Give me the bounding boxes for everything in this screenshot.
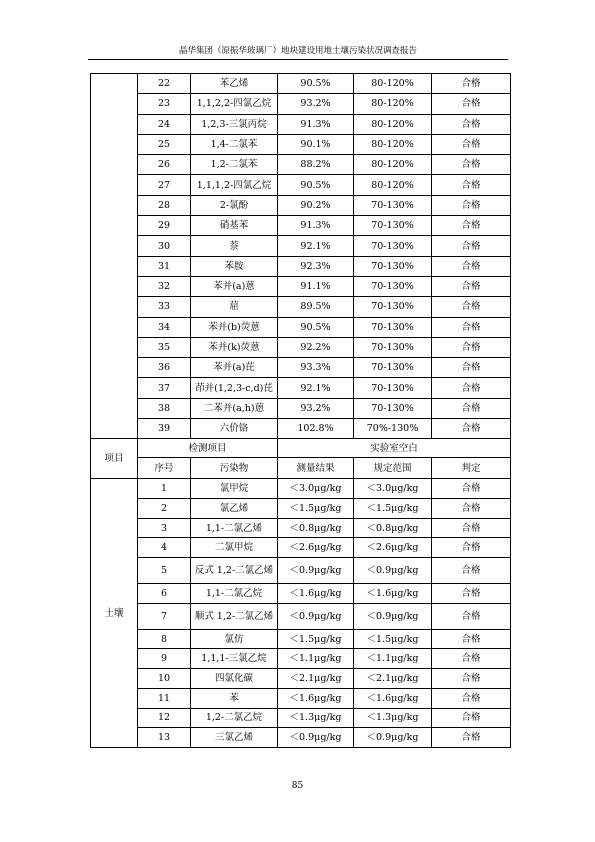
seq-cell: 12 [138, 708, 191, 728]
seq-cell: 39 [138, 419, 191, 439]
range-cell: 70-130% [354, 398, 432, 418]
range-cell: 70-130% [354, 317, 432, 337]
seq-cell: 6 [138, 584, 191, 604]
table-row [91, 134, 511, 154]
pollutant-cell: 三氯乙烯 [191, 728, 278, 748]
table-row [91, 216, 511, 236]
seq-cell: 9 [138, 649, 191, 669]
page-number: 85 [291, 781, 304, 791]
verdict-cell: 合格 [432, 155, 511, 175]
table-row [91, 479, 511, 499]
table-row [91, 708, 511, 728]
pollutant-cell: 苯并(a)芘 [191, 358, 278, 378]
project-cell-empty [91, 74, 138, 439]
pollutant-cell: 苯乙烯 [191, 74, 278, 94]
table-header-row [91, 439, 511, 458]
pollutant-cell: 苯 [191, 688, 278, 708]
pollutant-cell: 1,1-二氯乙烷 [191, 584, 278, 604]
result-cell: 90.2% [278, 195, 354, 215]
result-cell: ＜2.6μg/kg [278, 538, 354, 558]
range-cell: 80-120% [354, 94, 432, 114]
seq-cell: 28 [138, 195, 191, 215]
result-cell: 93.2% [278, 94, 354, 114]
result-cell: ＜2.1μg/kg [278, 669, 354, 689]
result-cell: 92.3% [278, 256, 354, 276]
pollutant-cell: 茚并(1,2,3-c,d)芘 [191, 378, 278, 398]
page-header-title: 晶华集团（原振华玻璃厂）地块建设用地土壤污染状况调查报告 [178, 46, 417, 56]
range-cell: ＜1.6μg/kg [354, 584, 432, 604]
seq-cell: 3 [138, 518, 191, 538]
range-cell: ＜2.6μg/kg [354, 538, 432, 558]
range-cell: ＜0.9μg/kg [354, 558, 432, 584]
range-cell: 80-120% [354, 74, 432, 94]
verdict-cell: 合格 [432, 558, 511, 584]
seq-cell: 5 [138, 558, 191, 584]
result-cell: 92.2% [278, 337, 354, 357]
verdict-cell: 合格 [432, 728, 511, 748]
result-cell: 89.5% [278, 297, 354, 317]
table-row [91, 236, 511, 256]
pollutant-cell: 1,1-二氯乙烯 [191, 518, 278, 538]
table-row [91, 195, 511, 215]
verdict-cell: 合格 [432, 114, 511, 134]
result-cell: ＜0.9μg/kg [278, 603, 354, 629]
table-row [91, 518, 511, 538]
seq-cell: 25 [138, 134, 191, 154]
result-cell: ＜1.6μg/kg [278, 584, 354, 604]
seq-cell: 7 [138, 603, 191, 629]
pollutant-cell: 氯乙烯 [191, 499, 278, 519]
seq-cell: 27 [138, 175, 191, 195]
table-row [91, 499, 511, 519]
table-row [91, 558, 511, 584]
table-row [91, 256, 511, 276]
verdict-cell: 合格 [432, 337, 511, 357]
range-cell: ＜3.0μg/kg [354, 479, 432, 499]
verdict-cell: 合格 [432, 584, 511, 604]
table-row [91, 728, 511, 748]
range-cell: ＜0.9μg/kg [354, 728, 432, 748]
range-cell: 70%-130% [354, 419, 432, 439]
table-row [91, 669, 511, 689]
table-row [91, 649, 511, 669]
result-cell: ＜1.5μg/kg [278, 499, 354, 519]
range-cell: ＜2.1μg/kg [354, 669, 432, 689]
range-cell: 70-130% [354, 358, 432, 378]
range-cell: 70-130% [354, 195, 432, 215]
result-cell: 90.5% [278, 317, 354, 337]
detection-items-header: 检测项目 [138, 439, 278, 458]
table-row [91, 155, 511, 175]
table-row [91, 94, 511, 114]
table-row [91, 378, 511, 398]
table-row [91, 74, 511, 94]
verdict-cell: 合格 [432, 499, 511, 519]
seq-cell: 2 [138, 499, 191, 519]
result-cell: 93.3% [278, 358, 354, 378]
range-cell: ＜1.6μg/kg [354, 688, 432, 708]
pollutant-cell: 苯胺 [191, 256, 278, 276]
table-row [91, 629, 511, 649]
range-cell: ＜1.5μg/kg [354, 629, 432, 649]
verdict-cell: 合格 [432, 358, 511, 378]
seq-cell: 23 [138, 94, 191, 114]
seq-cell: 32 [138, 276, 191, 296]
result-cell: 92.1% [278, 236, 354, 256]
pollutant-header: 污染物 [191, 458, 278, 479]
verdict-cell: 合格 [432, 649, 511, 669]
range-cell: ＜0.9μg/kg [354, 603, 432, 629]
pollutant-cell: 六价铬 [191, 419, 278, 439]
result-header: 测量结果 [278, 458, 354, 479]
pollutant-cell: 二苯并(a,h)蒽 [191, 398, 278, 418]
table-row [91, 114, 511, 134]
pollutant-cell: 苯并(b)荧蒽 [191, 317, 278, 337]
pollutant-cell: 1,2-二氯苯 [191, 155, 278, 175]
pollutant-cell: 苯并(k)荧蒽 [191, 337, 278, 357]
verdict-cell: 合格 [432, 94, 511, 114]
seq-cell: 37 [138, 378, 191, 398]
seq-cell: 35 [138, 337, 191, 357]
range-cell: 70-130% [354, 236, 432, 256]
range-cell: ＜1.3μg/kg [354, 708, 432, 728]
range-header: 规定范围 [354, 458, 432, 479]
qc-results-table [90, 73, 511, 748]
range-cell: ＜0.8μg/kg [354, 518, 432, 538]
header-rule [88, 59, 508, 60]
table-row [91, 175, 511, 195]
result-cell: 92.1% [278, 378, 354, 398]
verdict-cell: 合格 [432, 669, 511, 689]
seq-cell: 1 [138, 479, 191, 499]
result-cell: 91.1% [278, 276, 354, 296]
seq-cell: 36 [138, 358, 191, 378]
result-cell: ＜1.6μg/kg [278, 688, 354, 708]
project-header: 项目 [91, 439, 138, 479]
range-cell: 80-120% [354, 175, 432, 195]
verdict-cell: 合格 [432, 216, 511, 236]
seq-cell: 11 [138, 688, 191, 708]
result-cell: 93.2% [278, 398, 354, 418]
pollutant-cell: 䓛 [191, 297, 278, 317]
seq-cell: 10 [138, 669, 191, 689]
pollutant-cell: 硝基苯 [191, 216, 278, 236]
range-cell: 70-130% [354, 297, 432, 317]
verdict-cell: 合格 [432, 256, 511, 276]
seq-cell: 24 [138, 114, 191, 134]
pollutant-cell: 氯甲烷 [191, 479, 278, 499]
verdict-cell: 合格 [432, 479, 511, 499]
range-cell: ＜1.5μg/kg [354, 499, 432, 519]
pollutant-cell: 二氯甲烷 [191, 538, 278, 558]
verdict-cell: 合格 [432, 538, 511, 558]
seq-cell: 4 [138, 538, 191, 558]
pollutant-cell: 1,2,3-三氯丙烷 [191, 114, 278, 134]
seq-cell: 29 [138, 216, 191, 236]
verdict-cell: 合格 [432, 688, 511, 708]
seq-cell: 33 [138, 297, 191, 317]
pollutant-cell: 反式 1,2-二氯乙烯 [191, 558, 278, 584]
seq-cell: 22 [138, 74, 191, 94]
table-row [91, 297, 511, 317]
table-row [91, 276, 511, 296]
result-cell: 90.5% [278, 175, 354, 195]
result-cell: ＜0.8μg/kg [278, 518, 354, 538]
pollutant-cell: 1,1,1-三氯乙烷 [191, 649, 278, 669]
table-row [91, 584, 511, 604]
seq-cell: 34 [138, 317, 191, 337]
result-cell: 102.8% [278, 419, 354, 439]
range-cell: 70-130% [354, 337, 432, 357]
range-cell: 80-120% [354, 134, 432, 154]
result-cell: 91.3% [278, 114, 354, 134]
result-cell: 91.3% [278, 216, 354, 236]
table-header-row [91, 458, 511, 479]
range-cell: ＜1.1μg/kg [354, 649, 432, 669]
verdict-cell: 合格 [432, 708, 511, 728]
result-cell: ＜0.9μg/kg [278, 558, 354, 584]
table-row [91, 603, 511, 629]
table-row [91, 398, 511, 418]
table-row [91, 358, 511, 378]
seq-cell: 8 [138, 629, 191, 649]
pollutant-cell: 1,4-二氯苯 [191, 134, 278, 154]
range-cell: 80-120% [354, 155, 432, 175]
lab-blank-header: 实验室空白 [278, 439, 511, 458]
table-row [91, 538, 511, 558]
range-cell: 70-130% [354, 216, 432, 236]
range-cell: 70-130% [354, 256, 432, 276]
range-cell: 80-120% [354, 114, 432, 134]
pollutant-cell: 1,2-二氯乙烷 [191, 708, 278, 728]
verdict-header: 判定 [432, 458, 511, 479]
result-cell: ＜1.1μg/kg [278, 649, 354, 669]
verdict-cell: 合格 [432, 297, 511, 317]
table-row [91, 317, 511, 337]
seq-cell: 13 [138, 728, 191, 748]
range-cell: 70-130% [354, 276, 432, 296]
pollutant-cell: 萘 [191, 236, 278, 256]
range-cell: 70-130% [354, 378, 432, 398]
seq-cell: 26 [138, 155, 191, 175]
result-cell: 90.5% [278, 74, 354, 94]
pollutant-cell: 2-氯酚 [191, 195, 278, 215]
verdict-cell: 合格 [432, 317, 511, 337]
verdict-cell: 合格 [432, 236, 511, 256]
pollutant-cell: 1,1,2,2-四氯乙烷 [191, 94, 278, 114]
pollutant-cell: 顺式 1,2-二氯乙烯 [191, 603, 278, 629]
pollutant-cell: 四氯化碳 [191, 669, 278, 689]
result-cell: ＜1.3μg/kg [278, 708, 354, 728]
result-cell: 90.1% [278, 134, 354, 154]
verdict-cell: 合格 [432, 398, 511, 418]
pollutant-cell: 氯仿 [191, 629, 278, 649]
table-row [91, 419, 511, 439]
pollutant-cell: 苯并(a)蒽 [191, 276, 278, 296]
verdict-cell: 合格 [432, 74, 511, 94]
table-row [91, 337, 511, 357]
verdict-cell: 合格 [432, 175, 511, 195]
group-label-soil: 土壤 [91, 479, 138, 748]
verdict-cell: 合格 [432, 134, 511, 154]
result-cell: 88.2% [278, 155, 354, 175]
verdict-cell: 合格 [432, 518, 511, 538]
pollutant-cell: 1,1,1,2-四氯乙烷 [191, 175, 278, 195]
verdict-cell: 合格 [432, 276, 511, 296]
verdict-cell: 合格 [432, 195, 511, 215]
verdict-cell: 合格 [432, 629, 511, 649]
verdict-cell: 合格 [432, 419, 511, 439]
result-cell: ＜1.5μg/kg [278, 629, 354, 649]
verdict-cell: 合格 [432, 378, 511, 398]
result-cell: ＜3.0μg/kg [278, 479, 354, 499]
verdict-cell: 合格 [432, 603, 511, 629]
seq-header: 序号 [138, 458, 191, 479]
table-row [91, 688, 511, 708]
seq-cell: 30 [138, 236, 191, 256]
result-cell: ＜0.9μg/kg [278, 728, 354, 748]
seq-cell: 31 [138, 256, 191, 276]
seq-cell: 38 [138, 398, 191, 418]
